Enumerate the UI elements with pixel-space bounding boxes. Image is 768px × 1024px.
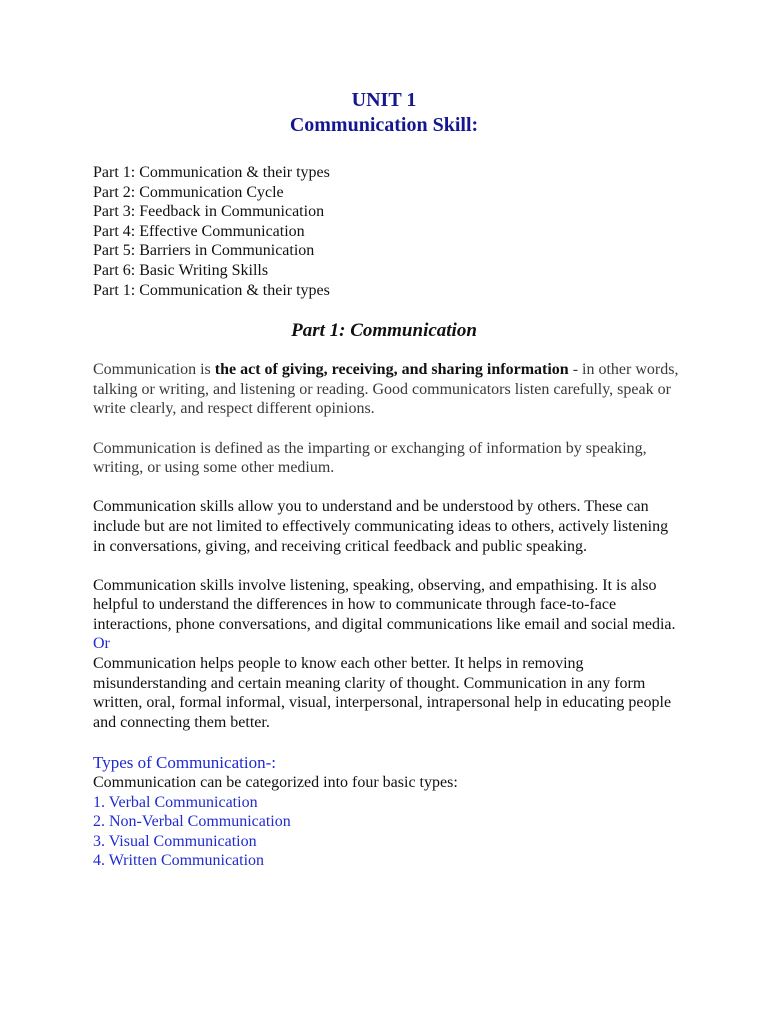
paragraph-text: Communication is bbox=[93, 361, 215, 379]
type-list-item: 1. Verbal Communication bbox=[93, 793, 258, 811]
subject-title: Communication Skill: bbox=[289, 114, 479, 136]
toc-item: Part 4: Effective Communication bbox=[93, 222, 305, 240]
toc-item: Part 2: Communication Cycle bbox=[93, 183, 284, 201]
unit-title: UNIT 1 bbox=[351, 89, 417, 111]
toc-item: Part 5: Barriers in Communication bbox=[93, 242, 315, 260]
table-of-contents bbox=[93, 163, 683, 300]
toc-item: Part 3: Feedback in Communication bbox=[93, 203, 325, 221]
paragraph-skills: Communication skills allow you to understand and be understood by others. These can include but are not limited to effectively communicating ideas to others, actively listening in conversations, giving, and receiving critical feedback and public speaking. bbox=[93, 498, 669, 555]
type-list-item: 4. Written Communication bbox=[93, 852, 265, 870]
type-list-item: 3. Visual Communication bbox=[93, 832, 257, 850]
types-intro: Communication can be categorized into four basic types: bbox=[93, 774, 458, 792]
bold-phrase: the act of giving, receiving, and sharing information bbox=[214, 361, 569, 379]
paragraph-definition bbox=[93, 360, 683, 419]
section-heading: Part 1: Communication bbox=[291, 320, 477, 342]
paragraph-defined: Communication is defined as the imparting or exchanging of information by speaking, writing, or using some other medium. bbox=[93, 439, 647, 477]
paragraph-skills-involve: Communication skills involve listening, speaking, observing, and empathising. It is also helpful to understand the differences in how to communicate through face-to-face interactions, phone conversations, and digital communications like email and social media. bbox=[93, 576, 676, 633]
or-label: Or bbox=[93, 635, 110, 653]
paragraph-helps: Communication helps people to know each other better. It helps in removing misunderstanding and certain meaning clarity of thought. Communication in any form written, oral, formal informal, visual, interpersonal, intrapersonal help in educating people and connecting them better. bbox=[93, 655, 672, 731]
toc-item: Part 6: Basic Writing Skills bbox=[93, 261, 269, 279]
toc-item: Part 1: Communication & their types bbox=[93, 164, 330, 181]
document-body bbox=[93, 163, 683, 871]
paragraph-text: - in other words, talking or writing, and listening or reading. Good communicators listen carefully, speak or write clearly, and respect different opinions. bbox=[93, 361, 679, 418]
toc-item: Part 1: Communication & their types bbox=[93, 281, 330, 299]
document-title bbox=[0, 88, 768, 138]
type-list-item: 2. Non-Verbal Communication bbox=[93, 813, 291, 831]
types-heading: Types of Communication-: bbox=[93, 753, 276, 773]
